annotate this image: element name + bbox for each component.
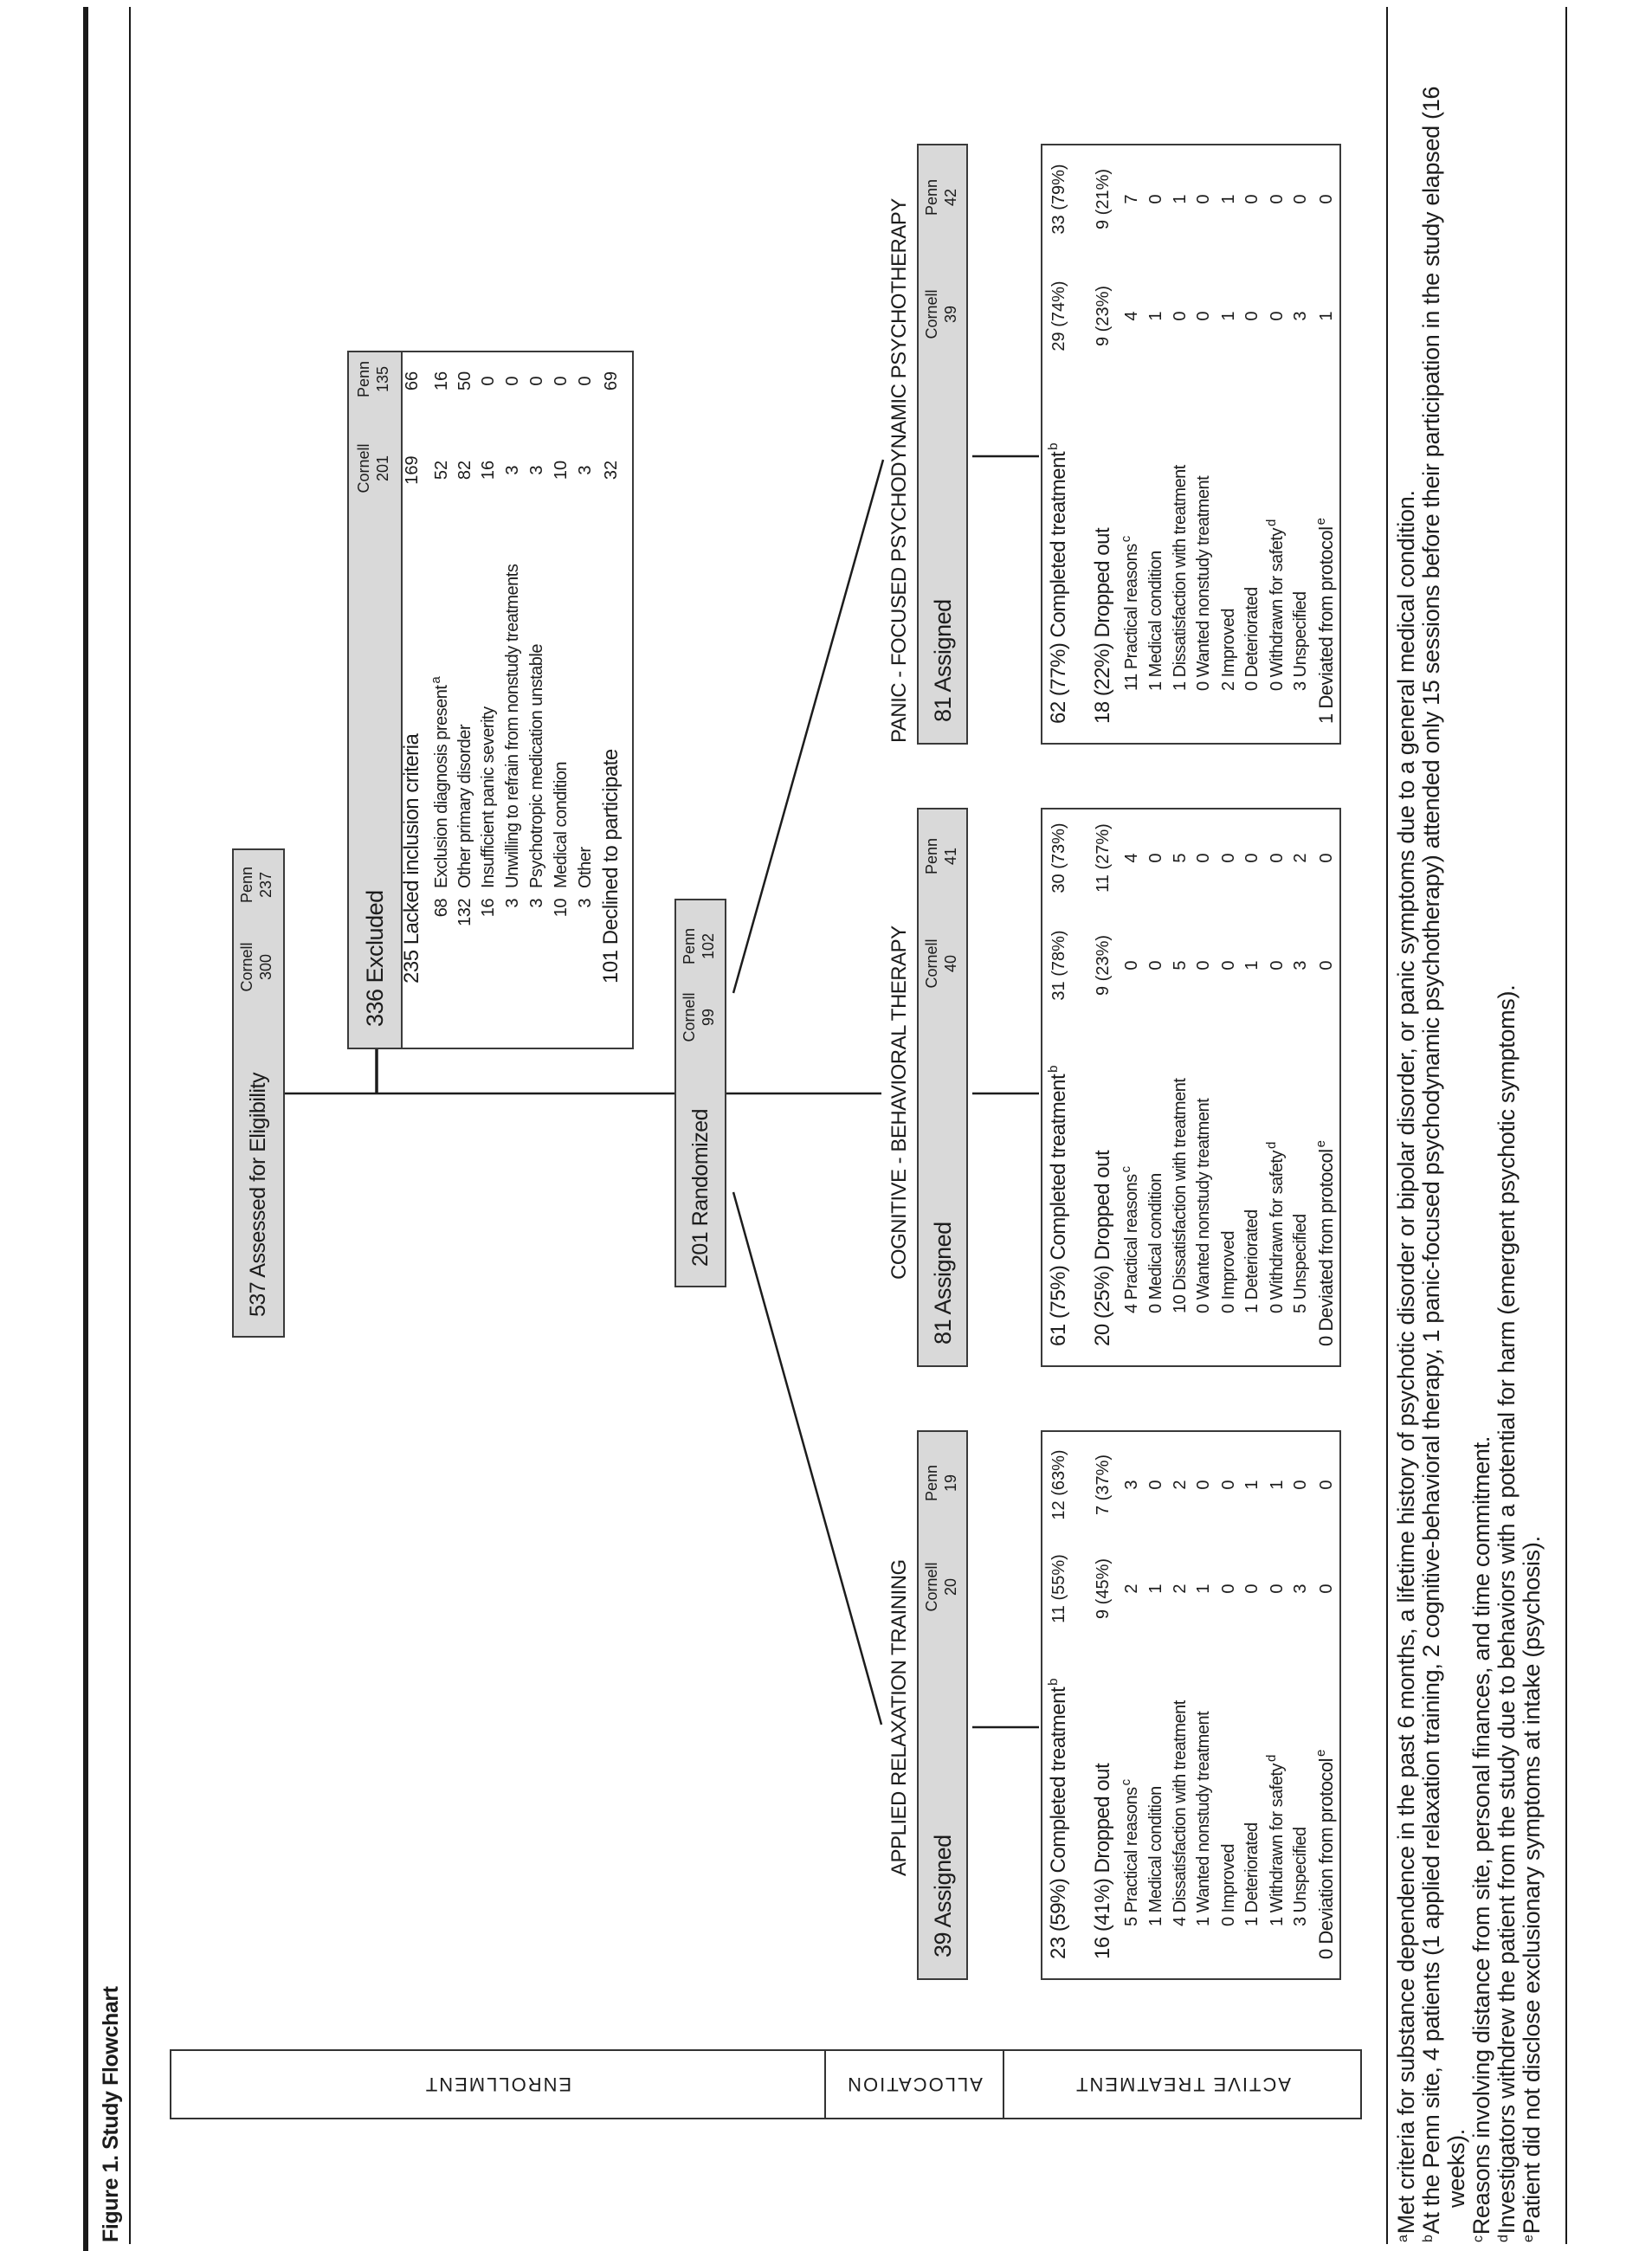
treatment-row-text: 0 Deviation from protocol — [1315, 1758, 1337, 1959]
treatment-row-label — [1047, 1679, 1071, 1959]
treatment-row-cornell: 3 — [1291, 311, 1310, 321]
excluded-row-penn: 69 — [602, 371, 621, 391]
treatment-row-label — [1240, 587, 1264, 691]
treatment-box-cbt — [1041, 808, 1341, 1367]
treatment-row-text: 11 Practical reasons — [1122, 544, 1141, 691]
assigned-cornell — [922, 1548, 960, 1626]
cornell-label: Cornell — [923, 1562, 940, 1612]
footnote-c — [1469, 61, 1494, 2242]
treatment-row-label — [1265, 1755, 1289, 1926]
footnote-ref: d — [1264, 519, 1279, 527]
assigned-penn — [922, 817, 960, 895]
footnote-bottom-rule — [1565, 7, 1567, 2244]
cornell-count: 39 — [942, 305, 959, 324]
footnote-ref: e — [1313, 1140, 1328, 1148]
footnote-ref: c — [1119, 1779, 1133, 1786]
excluded-row-count: 3 — [527, 899, 546, 908]
treatment-row-label — [1191, 1712, 1216, 1926]
footnote-marker: e — [1521, 2235, 1536, 2242]
treatment-row-text: 2 Improved — [1219, 608, 1238, 691]
cornell-label: Cornell — [681, 992, 698, 1042]
treatment-row-penn: 3 — [1122, 1480, 1141, 1490]
footnote-marker: b — [1421, 2235, 1436, 2242]
cornell-label: Cornell — [923, 289, 940, 339]
excluded-row-reason — [476, 706, 500, 888]
treatment-row-text: 18 (22%) Dropped out — [1091, 527, 1114, 724]
treatment-row-penn: 0 — [1146, 194, 1165, 204]
excluded-row-count: 3 — [503, 899, 522, 908]
treatment-row-label — [1288, 1827, 1313, 1926]
penn-count: 237 — [257, 871, 274, 899]
treatment-row-text: 10 Dissatisfaction with treatment — [1171, 1078, 1190, 1313]
treatment-row-label — [1216, 609, 1241, 691]
treatment-row-label — [1168, 465, 1192, 691]
treatment-row-text: 1 Deteriorated — [1242, 1209, 1262, 1313]
cornell-count: 99 — [700, 1008, 717, 1027]
treatment-row-penn: 0 — [1242, 194, 1262, 204]
treatment-row-penn: 5 — [1171, 853, 1190, 863]
treatment-row-penn: 0 — [1317, 1480, 1336, 1490]
treatment-row-text: 0 Deviated from protocol — [1315, 1149, 1337, 1346]
treatment-row-label — [1265, 1142, 1289, 1313]
treatment-row-cornell: 3 — [1291, 1583, 1310, 1594]
excluded-row-cornell: 82 — [455, 460, 474, 481]
excluded-row-cornell: 10 — [552, 460, 571, 481]
treatment-row-text: 5 Practical reasons — [1122, 1787, 1141, 1926]
excluded-row-reason-text: Psychotropic medication unstable — [527, 644, 546, 888]
treatment-row-text: 4 Practical reasons — [1122, 1174, 1141, 1313]
treatment-row-text: 1 Deviated from protocol — [1315, 526, 1337, 724]
stage-allocation-label: ALLOCATION — [846, 2074, 983, 2096]
treatment-row-cornell: 0 — [1194, 960, 1213, 971]
treatment-row-cornell: 29 (74%) — [1049, 281, 1068, 352]
footnote-ref: c — [1119, 536, 1133, 543]
treatment-row-label — [1216, 1231, 1241, 1313]
footnote-ref: b — [1046, 1065, 1061, 1073]
treatment-row-label — [1091, 528, 1115, 724]
penn-count: 135 — [374, 365, 391, 393]
treatment-row-cornell: 0 — [1268, 960, 1287, 971]
excluded-row-reason — [429, 677, 454, 888]
penn-label: Penn — [923, 1464, 940, 1502]
treatment-row-text: 20 (25%) Dropped out — [1091, 1150, 1114, 1346]
treatment-row-label — [1168, 1700, 1192, 1926]
treatment-row-label — [1240, 1209, 1264, 1313]
footnote-text: Patient did not disclose exclusionary symptoms at intake (psychosis). — [1519, 1536, 1545, 2235]
treatment-row-cornell: 1 — [1219, 311, 1238, 321]
treatment-row-label — [1047, 443, 1071, 724]
assessed-cornell — [237, 928, 275, 1006]
connector-randomized-to-pfpp — [733, 460, 883, 993]
excluded-row-reason-text: Medical condition — [552, 761, 571, 888]
excluded-row-reason — [573, 847, 597, 888]
treatment-row-label — [1091, 1151, 1115, 1346]
treatment-row-cornell: 0 — [1219, 960, 1238, 971]
treatment-row-text: 0 Improved — [1219, 1230, 1238, 1313]
treatment-row-text: 0 Wanted nonstudy treatment — [1194, 1098, 1213, 1313]
treatment-row-penn: 0 — [1291, 1480, 1310, 1490]
footnote-text: Reasons involving distance from site, personal finances, and time commitment. — [1468, 1435, 1494, 2235]
cornell-count: 300 — [257, 953, 274, 981]
treatment-row-penn: 0 — [1317, 853, 1336, 863]
excluded-row-cornell: 3 — [527, 465, 546, 475]
excluded-row-reason — [500, 564, 525, 888]
excluded-row-reason-text: Other — [576, 847, 595, 888]
footnote-e — [1520, 61, 1545, 2242]
stage-enrollment-label: ENROLLMENT — [423, 2074, 572, 2096]
footnote-a — [1394, 61, 1419, 2242]
treatment-row-cornell: 0 — [1242, 311, 1262, 321]
excluded-row-reason-text: Exclusion diagnosis present — [432, 685, 451, 888]
assigned-text: 81 Assigned — [930, 1222, 956, 1345]
treatment-row-text: 62 (77%) Completed treatment — [1047, 451, 1070, 724]
treatment-row-penn: 1 — [1268, 1480, 1287, 1490]
penn-label: Penn — [923, 837, 940, 875]
treatment-row-label — [1314, 1750, 1339, 1959]
cornell-count: 201 — [374, 455, 391, 482]
footnote-d — [1494, 61, 1520, 2242]
excluded-row-count: 3 — [576, 899, 595, 908]
excluded-row-count: 132 — [455, 899, 474, 926]
footnote-ref: e — [1313, 518, 1328, 526]
footnote-ref: d — [1264, 1755, 1279, 1763]
treatment-row-cornell: 0 — [1242, 1583, 1262, 1594]
treatment-row-penn: 7 (37%) — [1094, 1454, 1113, 1516]
treatment-row-cornell: 3 — [1291, 960, 1310, 971]
excluded-row-cornell: 169 — [403, 455, 422, 485]
treatment-row-penn: 0 — [1146, 853, 1165, 863]
arm-label-art: APPLIED RELAXATION TRAINING — [887, 1559, 911, 1876]
excluded-box — [347, 351, 634, 1049]
randomized-cornell — [680, 978, 718, 1056]
footnote-text: At the Penn site, 4 patients (1 applied relaxation training, 2 cognitive-behavioral therapy, 1 panic-focused psychodynamic psychotherapy) attended only 15 sessions before their participation in the study elapsed (16 weeks). — [1418, 86, 1469, 2235]
treatment-box-pfpp — [1041, 144, 1341, 745]
randomized-text: 201 Randomized — [688, 1108, 713, 1267]
treatment-row-cornell: 0 — [1268, 1583, 1287, 1594]
treatment-row-cornell: 31 (78%) — [1049, 930, 1068, 1001]
arm-label-pfpp: PANIC - FOCUSED PSYCHODYNAMIC PSYCHOTHERAPY — [887, 198, 911, 743]
footnote-ref: c — [1119, 1166, 1133, 1173]
assessed-box — [232, 848, 285, 1338]
treatment-row-penn: 0 — [1219, 1480, 1238, 1490]
excluded-row-cornell: 32 — [602, 460, 621, 481]
assigned-cornell — [922, 925, 960, 1003]
excluded-row-count: 10 — [552, 899, 571, 918]
treatment-row-label — [1120, 1166, 1144, 1313]
treatment-row-penn: 7 — [1122, 194, 1141, 204]
treatment-row-text: 0 Withdrawn for safety — [1268, 528, 1287, 691]
treatment-row-text: 0 Medical condition — [1146, 1173, 1165, 1313]
treatment-row-cornell: 0 — [1194, 311, 1213, 321]
treatment-row-penn: 4 — [1122, 853, 1141, 863]
excluded-row-penn: 0 — [503, 376, 522, 386]
treatment-row-penn: 30 (73%) — [1049, 822, 1068, 893]
treatment-row-label — [1120, 536, 1144, 691]
treatment-row-text: 1 Deteriorated — [1242, 1822, 1262, 1926]
treatment-row-cornell: 0 — [1122, 960, 1141, 971]
treatment-row-cornell: 9 (45%) — [1094, 1558, 1113, 1620]
arm-label-cbt: COGNITIVE - BEHAVIORAL THERAPY — [887, 926, 911, 1280]
footnote-ref: d — [1264, 1142, 1279, 1150]
treatment-row-penn: 12 (63%) — [1049, 1449, 1068, 1520]
treatment-row-label — [1144, 1173, 1168, 1313]
figure-title: Figure 1. Study Flowchart — [99, 1986, 123, 2242]
treatment-row-cornell: 9 (23%) — [1094, 934, 1113, 997]
treatment-box-art — [1041, 1430, 1341, 1980]
excluded-row-penn: 0 — [552, 376, 571, 386]
treatment-row-label — [1314, 518, 1339, 724]
treatment-row-cornell: 1 — [1242, 960, 1262, 971]
treatment-row-penn: 0 — [1194, 194, 1213, 204]
excluded-row-count: 68 — [432, 899, 451, 918]
cornell-label: Cornell — [923, 938, 940, 989]
penn-count: 19 — [942, 1474, 959, 1493]
excluded-row-penn: 66 — [403, 371, 422, 391]
excluded-row-penn: 50 — [455, 371, 474, 391]
treatment-row-label — [1191, 1099, 1216, 1313]
treatment-row-penn: 0 — [1146, 1480, 1165, 1490]
treatment-row-penn: 33 (79%) — [1049, 164, 1068, 235]
treatment-row-penn: 1 — [1171, 194, 1190, 204]
treatment-row-penn: 0 — [1268, 853, 1287, 863]
footnote-text: Met criteria for substance dependence in the past 6 months, a lifetime history of psychotic disorder or bipolar disorder, or panic symptoms due to a general medical condition. — [1393, 490, 1419, 2235]
penn-label: Penn — [923, 178, 940, 216]
randomized-penn — [680, 907, 718, 985]
footnote-b — [1419, 61, 1469, 2242]
treatment-row-cornell: 1 — [1146, 311, 1165, 321]
excluded-row-cornell: 16 — [479, 460, 498, 481]
treatment-row-text: 3 Unspecified — [1291, 1827, 1310, 1926]
treatment-row-label — [1288, 1214, 1313, 1313]
assigned-box-pfpp — [917, 144, 968, 745]
treatment-row-text: 5 Unspecified — [1291, 1214, 1310, 1313]
treatment-row-penn: 11 (27%) — [1094, 823, 1113, 893]
treatment-row-penn: 0 — [1317, 194, 1336, 204]
excluded-row-penn: 0 — [527, 376, 546, 386]
treatment-row-cornell: 0 — [1146, 960, 1165, 971]
excluded-row-penn: 0 — [576, 376, 595, 386]
treatment-row-label — [1144, 551, 1168, 691]
treatment-row-penn: 0 — [1242, 853, 1262, 863]
treatment-row-label — [1216, 1844, 1241, 1926]
treatment-row-text: 1 Dissatisfaction with treatment — [1171, 465, 1190, 691]
treatment-row-cornell: 1 — [1317, 311, 1336, 321]
assigned-penn — [922, 158, 960, 236]
treatment-row-text: 0 Withdrawn for safety — [1268, 1151, 1287, 1313]
assigned-box-cbt — [917, 808, 968, 1367]
excluded-row-reason — [549, 762, 573, 888]
treatment-row-penn: 9 (21%) — [1094, 168, 1113, 230]
penn-label: Penn — [681, 927, 698, 965]
treatment-row-text: 61 (75%) Completed treatment — [1047, 1074, 1070, 1346]
treatment-row-cornell: 1 — [1194, 1583, 1213, 1594]
excluded-row-cornell: 52 — [432, 460, 451, 481]
cornell-label: Cornell — [355, 443, 372, 493]
treatment-row-label — [1120, 1779, 1144, 1926]
assessed-text: 537 Assessed for Eligibility — [246, 1073, 270, 1317]
footnote-top-rule — [1386, 7, 1388, 2244]
cornell-count: 40 — [942, 954, 959, 973]
excluded-row-reason — [453, 725, 477, 888]
treatment-row-penn: 0 — [1219, 853, 1238, 863]
excluded-row-cornell: 3 — [503, 465, 522, 475]
treatment-row-cornell: 2 — [1122, 1583, 1141, 1594]
excluded-row-reason-text: Unwilling to refrain from nonstudy treatments — [503, 564, 522, 888]
connector-randomized-to-art — [733, 1192, 881, 1725]
stage-active-treatment-label: ACTIVE TREATMENT — [1074, 2074, 1291, 2096]
treatment-row-label — [1191, 476, 1216, 691]
excluded-cornell — [354, 429, 392, 507]
excluded-row-reason-text: Other primary disorder — [455, 724, 474, 888]
excluded-row-count: 16 — [479, 899, 498, 918]
treatment-row-label — [1288, 591, 1313, 691]
treatment-row-cornell: 0 — [1171, 311, 1190, 321]
footnote-ref: a — [429, 676, 443, 684]
excluded-text: 336 Excluded — [362, 890, 388, 1027]
treatment-row-cornell: 0 — [1219, 1583, 1238, 1594]
excluded-penn — [354, 340, 392, 418]
treatment-row-cornell: 0 — [1317, 960, 1336, 971]
assigned-penn — [922, 1444, 960, 1522]
treatment-row-text: 16 (41%) Dropped out — [1091, 1763, 1114, 1959]
randomized-box — [674, 899, 726, 1287]
treatment-row-label — [1265, 519, 1289, 691]
treatment-row-text: 1 Medical condition — [1146, 551, 1165, 691]
penn-count: 41 — [942, 847, 959, 866]
treatment-row-text: 23 (59%) Completed treatment — [1047, 1687, 1070, 1959]
treatment-row-penn: 0 — [1194, 1480, 1213, 1490]
treatment-row-cornell: 4 — [1122, 311, 1141, 321]
treatment-row-text: 0 Deteriorated — [1242, 587, 1262, 691]
footnote-ref: b — [1046, 1678, 1061, 1686]
treatment-row-label — [1047, 1066, 1071, 1346]
treatment-row-penn: 1 — [1219, 194, 1238, 204]
excluded-header — [349, 352, 403, 1048]
treatment-row-text: 4 Dissatisfaction with treatment — [1171, 1700, 1190, 1926]
treatment-row-text: 0 Wanted nonstudy treatment — [1194, 475, 1213, 691]
treatment-row-cornell: 0 — [1268, 311, 1287, 321]
penn-label: Penn — [238, 866, 255, 904]
treatment-row-penn: 0 — [1291, 194, 1310, 204]
treatment-row-text: 3 Unspecified — [1291, 591, 1310, 691]
penn-count: 42 — [942, 188, 959, 207]
treatment-row-text: 1 Medical condition — [1146, 1786, 1165, 1926]
assigned-box-art — [917, 1430, 968, 1980]
treatment-row-penn: 2 — [1291, 853, 1310, 863]
treatment-row-penn: 2 — [1171, 1480, 1190, 1490]
treatment-row-label — [1314, 1140, 1339, 1346]
treatment-row-penn: 0 — [1194, 853, 1213, 863]
treatment-row-label — [1240, 1822, 1264, 1926]
excluded-row-reason-text: Insufficient panic severity — [479, 706, 498, 888]
treatment-row-cornell: 1 — [1146, 1583, 1165, 1594]
assessed-penn — [237, 846, 275, 924]
excluded-row-penn: 16 — [432, 371, 451, 391]
footnote-ref: b — [1046, 442, 1061, 450]
footnote-ref: e — [1313, 1750, 1328, 1757]
treatment-row-penn: 0 — [1268, 194, 1287, 204]
excluded-row-label: 101 Declined to participate — [599, 749, 623, 984]
footnote-text: Investigators withdrew the patient from the study due to behaviors with a potential for harm (emergent psychotic symptoms). — [1494, 984, 1520, 2235]
treatment-row-label — [1091, 1764, 1115, 1959]
footnote-marker: a — [1396, 2235, 1410, 2242]
treatment-row-cornell: 0 — [1317, 1583, 1336, 1594]
treatment-row-text: 1 Withdrawn for safety — [1268, 1764, 1287, 1926]
treatment-row-cornell: 9 (23%) — [1094, 285, 1113, 347]
excluded-row-reason — [525, 644, 549, 888]
penn-count: 102 — [700, 932, 717, 960]
treatment-row-cornell: 11 (55%) — [1049, 1554, 1068, 1623]
assigned-cornell — [922, 275, 960, 353]
treatment-row-label — [1144, 1786, 1168, 1926]
treatment-row-penn: 1 — [1242, 1480, 1262, 1490]
excluded-row-cornell: 3 — [576, 465, 595, 475]
treatment-row-label — [1168, 1079, 1192, 1313]
footnote-marker: d — [1496, 2235, 1511, 2242]
treatment-row-cornell: 2 — [1171, 1583, 1190, 1594]
treatment-row-text: 1 Wanted nonstudy treatment — [1194, 1711, 1213, 1926]
treatment-row-text: 0 Improved — [1219, 1843, 1238, 1926]
treatment-row-cornell: 5 — [1171, 960, 1190, 971]
cornell-count: 20 — [942, 1577, 959, 1596]
cornell-label: Cornell — [238, 942, 255, 992]
footnote-marker: c — [1471, 2235, 1486, 2242]
penn-label: Penn — [355, 360, 372, 398]
footnotes — [1394, 61, 1545, 2242]
excluded-row-penn: 0 — [479, 376, 498, 386]
excluded-row-label: 235 Lacked inclusion criteria — [400, 733, 423, 984]
assigned-text: 39 Assigned — [930, 1835, 956, 1958]
assigned-text: 81 Assigned — [930, 599, 956, 722]
